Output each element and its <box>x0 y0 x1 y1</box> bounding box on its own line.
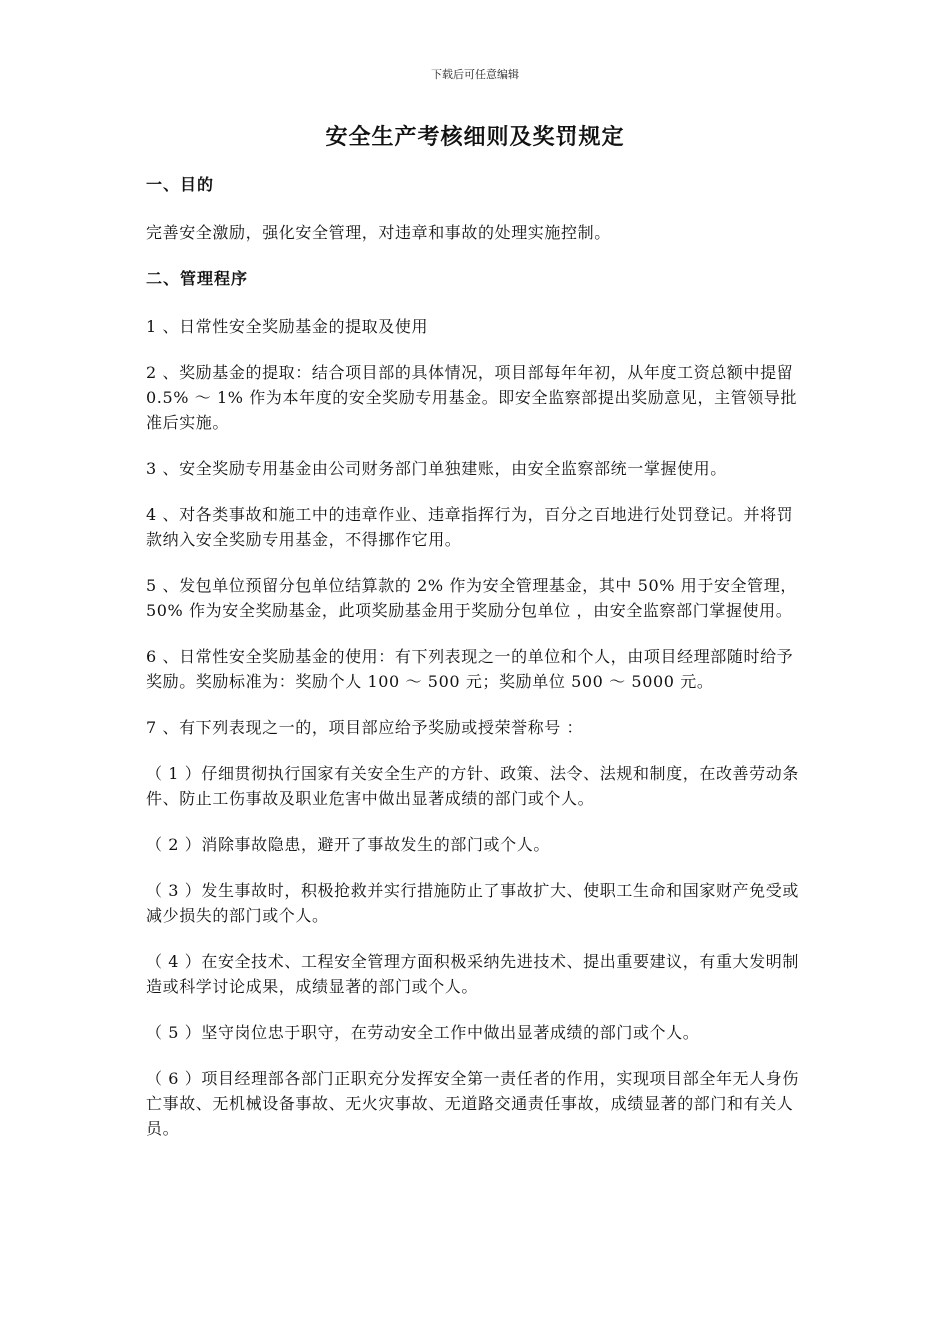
item-6: 6 、日常性安全奖励基金的使用：有下列表现之一的单位和个人，由项目经理部随时给予奖励。奖励标准为：奖励个人 100 ～ 500 元；奖励单位 500 ～ 5000 元。 <box>146 647 794 691</box>
item-3: 3 、安全奖励专用基金由公司财务部门单独建账，由安全监察部统一掌握使用。 <box>146 459 727 478</box>
sub-item-6: （ 6 ）项目经理部各部门正职充分发挥安全第一责任者的作用，实现项目部全年无人身伤亡事故、无机械设备事故、无火灾事故、无道路交通责任事故，成绩显著的部门和有关人员。 <box>146 1069 799 1138</box>
sub-item-5: （ 5 ）坚守岗位忠于职守，在劳动安全工作中做出显著成绩的部门或个人。 <box>146 1023 700 1042</box>
item-4: 4 、对各类事故和施工中的违章作业、违章指挥行为，百分之百地进行处罚登记。并将罚款纳入安全奖励专用基金，不得挪作它用。 <box>146 505 794 549</box>
section-heading-procedure: 二、管理程序 <box>146 269 249 288</box>
document-body <box>146 172 806 1162</box>
sub-item-3: （ 3 ）发生事故时，积极抢救并实行措施防止了事故扩大、使职工生命和国家财产免受或减少损失的部门或个人。 <box>146 881 799 925</box>
item-2: 2 、奖励基金的提取：结合项目部的具体情况，项目部每年年初，从年度工资总额中提留 0.5% ～ 1% 作为本年度的安全奖励专用基金。即安全监察部提出奖励意见，主管领导批准后实施。 <box>146 363 798 432</box>
section-heading-purpose: 一、目的 <box>146 175 215 194</box>
document-title: 安全生产考核细则及奖罚规定 <box>325 124 625 150</box>
header-note: 下载后可任意编辑 <box>431 68 519 81</box>
item-7: 7 、有下列表现之一的，项目部应给予奖励或授荣誉称号 ： <box>146 718 584 737</box>
purpose-text: 完善安全激励，强化安全管理，对违章和事故的处理实施控制。 <box>146 223 611 242</box>
item-1: 1 、日常性安全奖励基金的提取及使用 <box>146 317 429 336</box>
sub-item-4: （ 4 ）在安全技术、工程安全管理方面积极采纳先进技术、提出重要建议，有重大发明制造或科学讨论成果，成绩显著的部门或个人。 <box>146 952 799 996</box>
sub-item-2: （ 2 ）消除事故隐患，避开了事故发生的部门或个人。 <box>146 835 550 854</box>
item-5: 5 、发包单位预留分包单位结算款的 2% 作为安全管理基金，其中 50% 用于安全管理， 50% 作为安全奖励基金，此项奖励基金用于奖励分包单位 ，由安全监察部门掌握使用。 <box>146 576 797 620</box>
sub-item-1: （ 1 ）仔细贯彻执行国家有关安全生产的方针、政策、法令、法规和制度，在改善劳动条件、防止工伤事故及职业危害中做出显著成绩的部门或个人。 <box>146 764 799 808</box>
